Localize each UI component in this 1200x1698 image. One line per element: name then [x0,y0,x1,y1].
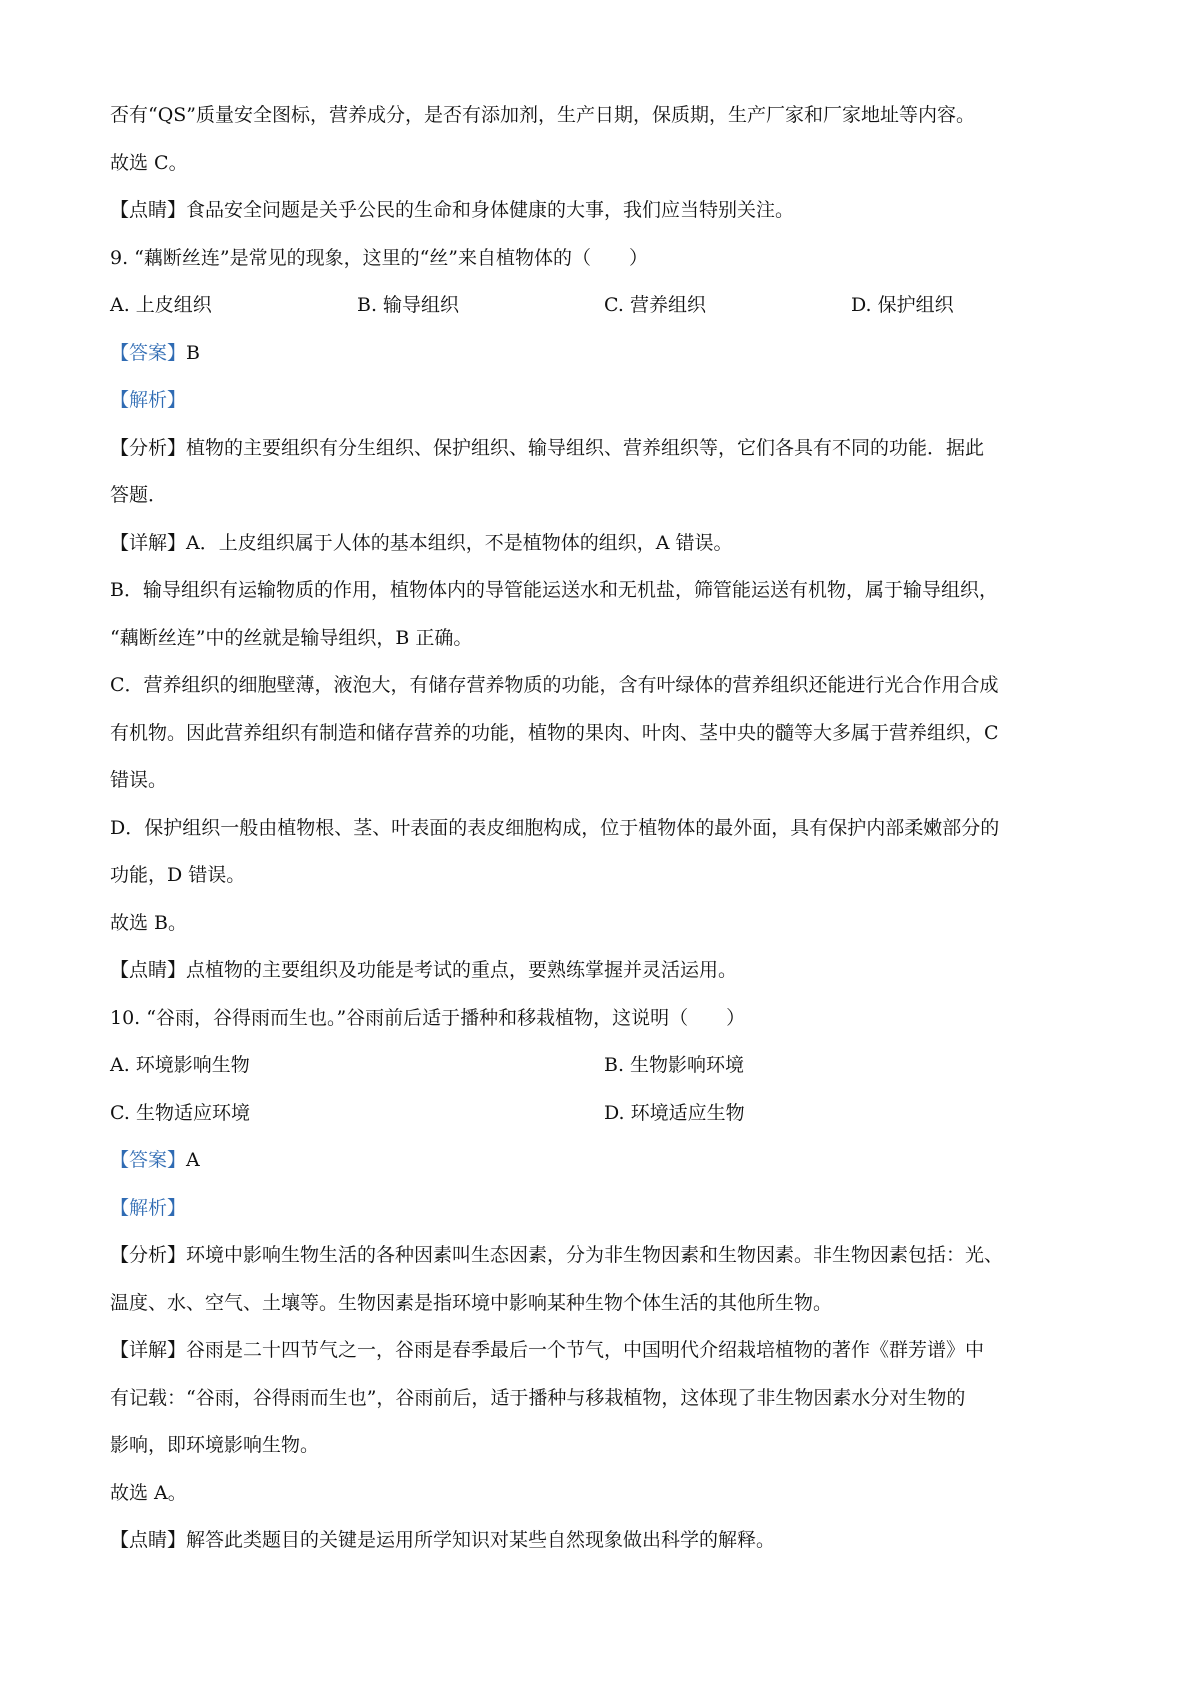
q10-answer [110,1137,1100,1185]
q10-tip [110,1517,1100,1565]
q9-c-line2: 有机物。因此营养组织有制造和储存营养的功能，植物的果肉、叶肉、茎中央的髓等大多属于营养组织，C [110,721,999,744]
fenxi-label: 【分析】 [110,1244,187,1266]
q9-analysis-heading [110,377,1100,425]
q10-option-c: C. 生物适应环境 [110,1101,250,1124]
q9-options [110,282,1100,330]
q10-xiangjie-line2: 有记载：“谷雨，谷得雨而生也”，谷雨前后，适于播种与移栽植物，这体现了非生物因素水分对生物的 [110,1386,966,1409]
q9-fenxi-line2: 答题． [110,484,168,506]
q9-b-line1: B．输导组织有运输物质的作用，植物体内的导管能运送水和无机盐，筛管能运送有机物，属于输导组织， [110,579,998,601]
q9-stem: 9. “藕断丝连”是常见的现象，这里的“丝”来自植物体的（ ） [110,246,649,269]
q10-xiangjie-line3: 影响，即环境影响生物。 [110,1434,320,1456]
fenxi-text: 环境中影响生物生活的各种因素叫生态因素，分为非生物因素和生物因素。非生物因素包括：光、 [186,1244,1004,1266]
answer-label: 【答案】 [110,1149,187,1171]
q10-stem: 10. “谷雨，谷得雨而生也。”谷雨前后适于播种和移栽植物，这说明（ ） [110,1006,746,1029]
q9-d-line2: 功能，D 错误。 [110,864,246,886]
answer-value: A [186,1149,200,1171]
fenxi-label: 【分析】 [110,436,187,459]
q9-answer [110,330,1100,378]
q9-option-b: B. 输导组织 [357,294,460,316]
q10-fenxi-line2: 温度、水、空气、土壤等。生物因素是指环境中影响某种生物个体生活的其他所生物。 [110,1291,833,1314]
q9-xiangjie-a [110,520,1100,568]
tip-text: 解答此类题目的关键是运用所学知识对某些自然现象做出科学的解释。 [186,1529,776,1551]
q9-c-line1: C．营养组织的细胞壁薄，液泡大，有储存营养物质的功能，含有叶绿体的营养组织还能进行光合作用合成 [110,674,999,696]
analysis-label: 【解析】 [110,1196,187,1219]
q8-explanation-line: 否有“QS”质量安全图标，营养成分，是否有添加剂，生产日期，保质期，生产厂家和厂家地址等内容。 [110,104,976,126]
q9-option-a: A. 上皮组织 [110,294,212,316]
q9-option-d: D. 保护组织 [851,294,954,316]
q10-fenxi-line1 [110,1232,1100,1280]
q9-conclusion: 故选 B。 [110,911,188,934]
q10-option-b: B. 生物影响环境 [604,1054,745,1076]
xiangjie-label: 【详解】 [110,1339,187,1361]
document-page [110,92,1100,1565]
xiangjie-label: 【详解】 [110,531,187,554]
q10-options-row2 [110,1090,1100,1138]
q9-fenxi-line1 [110,425,1100,473]
tip-label: 【点睛】 [110,959,187,981]
tip-label: 【点睛】 [110,199,187,221]
q10-analysis-heading [110,1185,1100,1233]
q10-conclusion: 故选 A。 [110,1481,187,1504]
q9-d-line1: D．保护组织一般由植物根、茎、叶表面的表皮细胞构成，位于植物体的最外面，具有保护内部柔嫩部分的 [110,816,1000,839]
xiangjie-text: 谷雨是二十四节气之一，谷雨是春季最后一个节气，中国明代介绍栽培植物的著作《群芳谱》中 [186,1339,985,1361]
analysis-label: 【解析】 [110,389,187,411]
q9-b-line2: “藕断丝连”中的丝就是输导组织，B 正确。 [110,626,473,649]
answer-value: B [186,341,200,364]
q10-option-d: D. 环境适应生物 [604,1101,745,1124]
q9-tip [110,947,1100,995]
q10-options-row1 [110,1042,1100,1090]
q8-tip [110,187,1100,235]
q9-c-line3: 错误。 [110,769,168,791]
fenxi-text: 植物的主要组织有分生组织、保护组织、输导组织、营养组织等，它们各具有不同的功能．据此 [186,436,985,459]
answer-label: 【答案】 [110,341,187,364]
q10-option-a: A. 环境影响生物 [110,1054,250,1076]
q8-conclusion: 故选 C。 [110,151,188,174]
tip-text: 点植物的主要组织及功能是考试的重点，要熟练掌握并灵活运用。 [186,959,738,981]
tip-label: 【点睛】 [110,1529,187,1551]
q9-option-c: C. 营养组织 [604,294,706,316]
q10-xiangjie-line1 [110,1327,1100,1375]
xiangjie-text: A．上皮组织属于人体的基本组织，不是植物体的组织，A 错误。 [186,531,733,554]
tip-text: 食品安全问题是关乎公民的生命和身体健康的大事，我们应当特别关注。 [186,199,795,221]
